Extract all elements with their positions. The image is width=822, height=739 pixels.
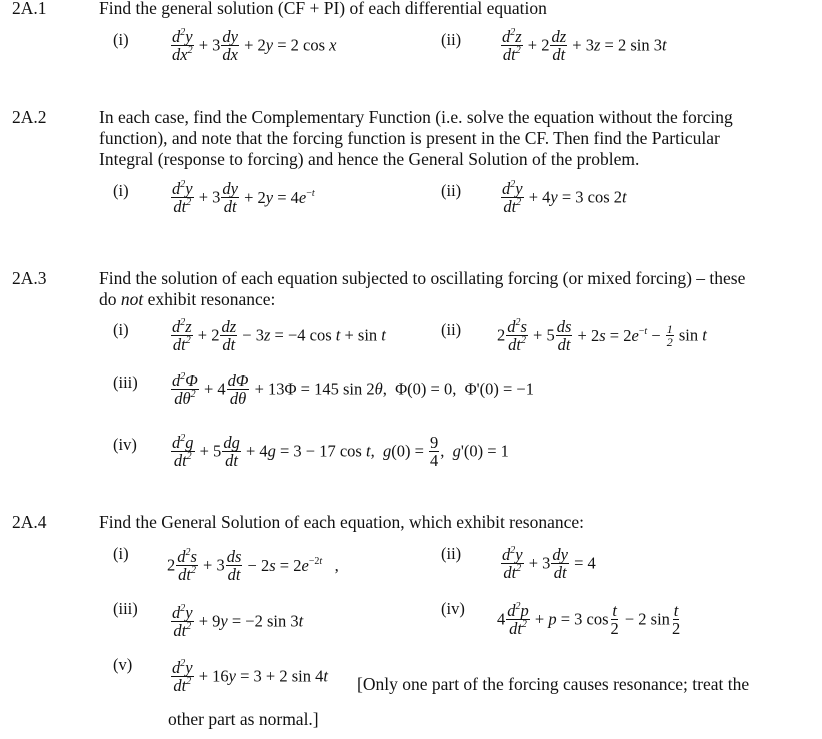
equation-2a4-i: 2 $\frac{d^2s}{dt^2}$ + 3 $\frac{ds}{dt}$ − $2s = 2e^{-2t}$ , [167,547,339,584]
label-2a4-iii: (iii) [113,599,138,618]
equation-2a3-iv: $\frac{d^2g}{dt^2}$ + 5 $\frac{dg}{dt}$ + 4g = 3 − 17 cos t, g(0) = $\frac{9}{4}$ , g'(0) = 1 [172,433,509,470]
section-number-2a1: 2A.1 [12,0,47,18]
label-2a3-i: (i) [113,320,129,339]
section-text-2a2-line1: In each case, find the Complementary Function (i.e. solve the equation without the forcing [99,107,733,127]
label-2a3-iii: (iii) [113,373,138,392]
section-text-2a3-line2: do not exhibit resonance: [99,289,276,309]
section-text-2a4: Find the General Solution of each equation, which exhibit resonance: [99,512,585,532]
equation-2a2-i: $\frac{d^2y}{dt^2}$ + 3 $\frac{dy}{dt}$ + $2y = 4e^{-t}$ [172,179,315,216]
section-text-2a1: Find the general solution (CF + PI) of each differential equation [99,0,547,18]
equation-2a3-i: $\frac{d^2z}{dt^2}$ + 2 $\frac{dz}{dt}$ − 3z = −4 cos t + sin t [172,317,386,354]
label-2a3-ii: (ii) [441,320,462,339]
equation-2a3-ii: 2 $\frac{d^2s}{dt^2}$ + 5 $\frac{ds}{dt}$ + $2s = 2e^{-t}$ − $\frac{1}{2}$ sin t [497,317,707,354]
label-2a2-ii: (ii) [441,181,462,200]
section-number-2a3: 2A.3 [12,268,47,288]
label-2a4-i: (i) [113,544,129,563]
label-2a4-v: (v) [113,655,133,674]
section-number-2a4: 2A.4 [12,512,47,532]
equation-2a4-v: $\frac{d^2y}{dt^2}$ + 16y = 3 + 2 sin 4t [172,658,328,695]
equation-2a3-iii: $\frac{d^2\Phi}{d\theta^2}$ + 4 $\frac{d\Phi}{d\theta}$ + 13Φ = 145 sin 2θ, Φ(0) = 0, Φ'(0) = −1 [172,371,534,408]
equation-2a4-iv: 4 $\frac{d^2p}{dt^2}$ + p = 3 cos $\frac{t}{2}$ − 2 sin $\frac{t}{2}$ [497,601,681,638]
label-2a2-i: (i) [113,181,129,200]
note-2a4-v-line1: [Only one part of the forcing causes resonance; treat the [357,674,750,694]
section-text-2a2-line2: function), and note that the forcing function is present in the CF. Then find the Particular [99,128,720,148]
note-2a4-v-line2: other part as normal.] [168,709,319,729]
equation-2a1-ii: $\frac{d^2z}{dt^2}$ + 2 $\frac{dz}{dt}$ + 3z = 2 sin 3t [502,27,667,64]
equation-2a4-ii: $\frac{d^2y}{dt^2}$ + 3 $\frac{dy}{dt}$ = 4 [502,545,596,582]
equation-2a2-ii: $\frac{d^2y}{dt^2}$ + 4y = 3 cos 2t [502,179,627,216]
label-2a3-iv: (iv) [113,435,137,454]
section-text-2a2-line3: Integral (response to forcing) and hence the General Solution of the problem. [99,149,640,169]
section-number-2a2: 2A.2 [12,107,47,127]
equation-2a4-iii: $\frac{d^2y}{dt^2}$ + 9y = −2 sin 3t [172,603,304,640]
label-2a4-iv: (iv) [441,599,465,618]
equation-2a1-i: $\frac{d^2y}{dx^2}$ + 3 $\frac{dy}{dx}$ + 2y = 2 cos x [172,27,337,64]
section-text-2a3-line1: Find the solution of each equation subjected to oscillating forcing (or mixed forcing) – these [99,268,746,288]
label-2a4-ii: (ii) [441,544,462,563]
label-2a1-ii: (ii) [441,30,462,49]
label-2a1-i: (i) [113,30,129,49]
